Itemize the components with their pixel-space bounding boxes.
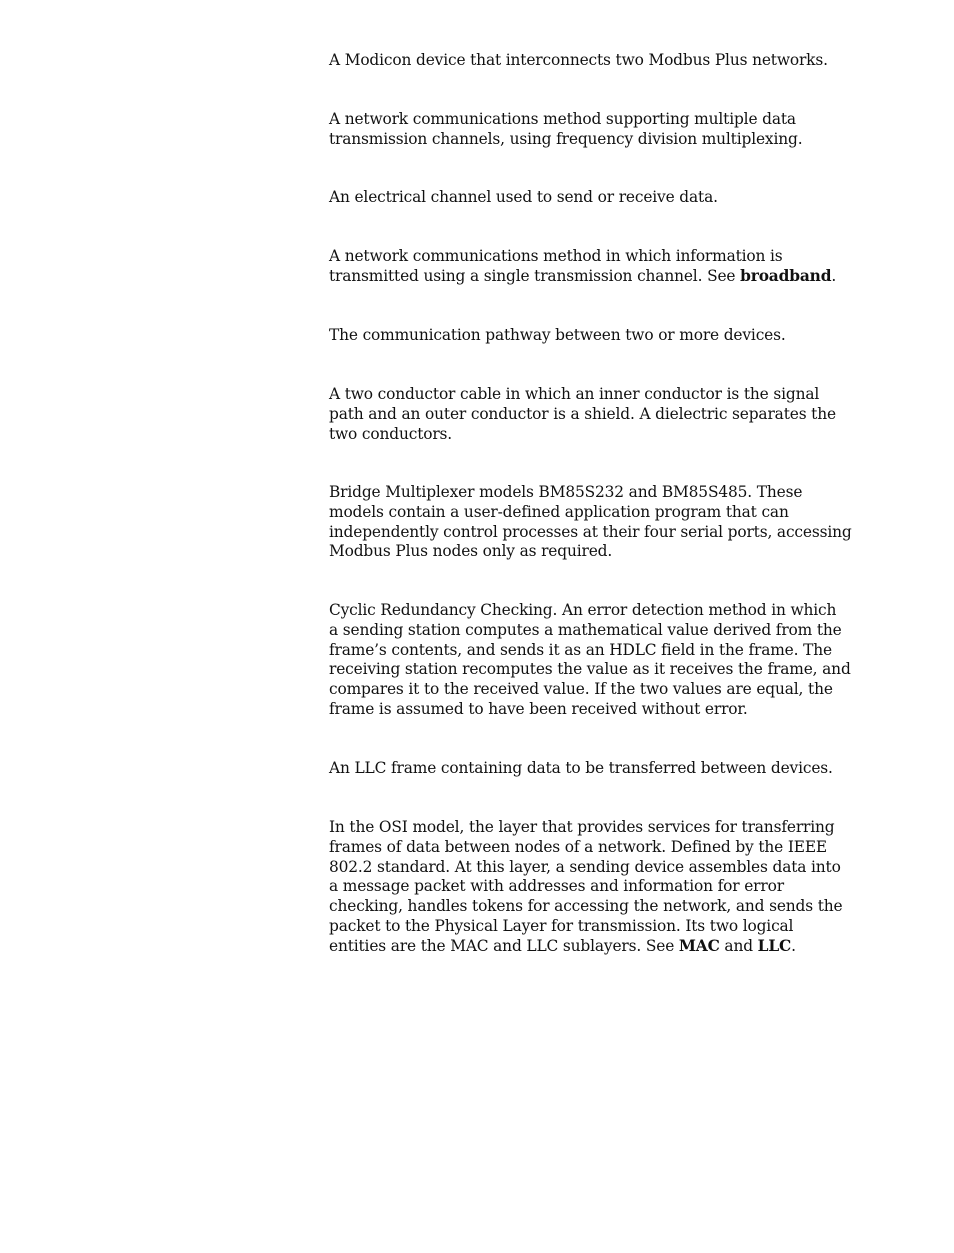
definition-line bbox=[329, 110, 849, 130]
definition-line bbox=[329, 405, 849, 425]
definition-line bbox=[329, 483, 849, 503]
line-text: frames of data between nodes of a network. Defined by the IEEE bbox=[329, 837, 828, 856]
term-reference-mac: MAC bbox=[678, 936, 720, 955]
definition-line bbox=[329, 385, 849, 405]
line-text: compares it to the received value. If the two values are equal, the bbox=[329, 680, 833, 699]
definition-data-link-layer bbox=[329, 818, 849, 957]
line-text: checking, handles tokens for accessing the network, and sends the bbox=[329, 897, 843, 916]
definition-line bbox=[329, 660, 849, 680]
definition-line bbox=[329, 51, 849, 71]
line-text: transmitted using a single transmission channel. See bbox=[329, 266, 741, 285]
definition-line bbox=[329, 601, 849, 621]
line-text: In the OSI model, the layer that provides services for transferring bbox=[329, 818, 835, 836]
definition-line bbox=[329, 680, 849, 700]
line-text: An electrical channel used to send or receive data. bbox=[329, 188, 718, 206]
line-text: a sending station computes a mathematical value derived from the bbox=[329, 620, 842, 639]
definition-line bbox=[329, 818, 849, 838]
definition-line bbox=[329, 621, 849, 641]
line-text: path and an outer conductor is a shield. A dielectric separates the bbox=[329, 404, 836, 423]
definition-line bbox=[329, 838, 849, 858]
definition-line bbox=[329, 542, 849, 562]
definition-line bbox=[329, 877, 849, 897]
line-text: A network communications method in which information is bbox=[329, 247, 783, 265]
line-text: independently control processes at their four serial ports, accessing bbox=[329, 522, 852, 541]
definition-data-frame bbox=[329, 759, 849, 779]
line-text: frame’s contents, and sends it as an HDLC field in the frame. The bbox=[329, 640, 832, 659]
definition-line bbox=[329, 937, 849, 957]
line-text: . bbox=[831, 266, 837, 285]
line-text: Bridge Multiplexer models BM85S232 and BM85S485. These bbox=[329, 483, 803, 501]
definition-crc bbox=[329, 601, 849, 720]
line-text: packet to the Physical Layer for transmission. Its two logical bbox=[329, 916, 794, 935]
definition-line bbox=[329, 522, 852, 543]
definition-broadband bbox=[329, 110, 849, 150]
line-text: A two conductor cable in which an inner conductor is the signal bbox=[329, 385, 820, 403]
definition-line bbox=[329, 700, 849, 720]
definition-line bbox=[329, 326, 849, 346]
line-text: An LLC frame containing data to be transferred between devices. bbox=[329, 759, 833, 777]
definition-line bbox=[329, 247, 849, 267]
line-text: two conductors. bbox=[329, 424, 453, 443]
definition-line bbox=[329, 425, 849, 445]
definition-carrierband bbox=[329, 247, 849, 287]
line-text: . bbox=[791, 936, 796, 955]
definition-line bbox=[329, 188, 849, 208]
term-reference-broadband: broadband bbox=[740, 266, 832, 285]
definition-custom-bridge-multiplexer bbox=[329, 483, 852, 562]
line-text: 802.2 standard. At this layer, a sending device assembles data into bbox=[329, 857, 841, 876]
line-text: a message packet with addresses and information for error bbox=[329, 877, 784, 896]
line-text: Cyclic Redundancy Checking. An error detection method in which bbox=[329, 601, 837, 619]
line-text: A network communications method supporting multiple data bbox=[329, 110, 796, 128]
line-text: Modbus Plus nodes only as required. bbox=[329, 542, 613, 561]
definition-line bbox=[329, 917, 849, 937]
definition-line bbox=[329, 858, 849, 878]
definition-line bbox=[329, 759, 849, 779]
definition-line bbox=[329, 897, 849, 917]
definition-channel bbox=[329, 188, 849, 208]
term-reference-llc: LLC bbox=[757, 936, 792, 955]
line-text: receiving station recomputes the value as it receives the frame, and bbox=[329, 660, 851, 679]
line-text: transmission channels, using frequency division multiplexing. bbox=[329, 129, 803, 148]
line-text: A Modicon device that interconnects two Modbus Plus networks. bbox=[329, 51, 828, 69]
definition-coaxial-cable bbox=[329, 385, 849, 444]
line-text: The communication pathway between two or more devices. bbox=[329, 326, 786, 344]
definition-line bbox=[329, 641, 849, 661]
definition-line bbox=[329, 130, 849, 150]
line-text: entities are the MAC and LLC sublayers. See bbox=[329, 936, 679, 955]
definition-bridge-plus bbox=[329, 51, 849, 71]
definition-communication-link bbox=[329, 326, 849, 346]
definition-line bbox=[329, 503, 849, 523]
definition-line bbox=[329, 267, 849, 287]
line-text: and bbox=[719, 936, 758, 955]
line-text: frame is assumed to have been received without error. bbox=[329, 699, 748, 718]
line-text: models contain a user-defined application program that can bbox=[329, 502, 789, 521]
